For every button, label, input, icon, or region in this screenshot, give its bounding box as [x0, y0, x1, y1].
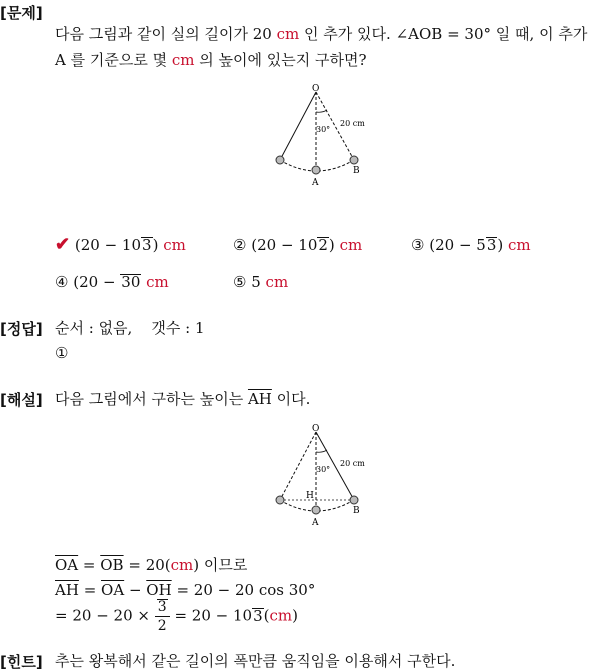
bob-b [350, 156, 358, 164]
bob-left [276, 156, 284, 164]
angle-arc [316, 110, 327, 112]
choice-4[interactable]: ④ (20 − 30 cm [55, 273, 169, 291]
bob-a [312, 506, 320, 514]
label-angle: 30° [316, 465, 331, 474]
label-b: B [353, 166, 360, 176]
answer-line-2: ① [55, 344, 69, 362]
correct-check-icon: ✔ [55, 234, 71, 255]
bob-a [312, 166, 320, 174]
hint-label: [힌트] [0, 653, 43, 671]
explanation-eq-3: = 20 − 20 × $\frac{3}{2}$ = 20 − 103(cm) [55, 599, 298, 634]
explanation-label: [해설] [0, 391, 43, 409]
choice-5[interactable]: ⑤ 5 cm [233, 273, 289, 291]
answer-label: [정답] [0, 320, 43, 338]
explanation-eq-2: $\overline{AH} = \overline{OA} - \overline{OH} = 20 - 20$ cos 30° [55, 581, 316, 599]
problem-line-2: A 를 기준으로 몇 cm 의 높이에 있는지 구하면? [55, 51, 367, 69]
label-a: A [312, 178, 319, 188]
string-left [280, 432, 316, 500]
string-left [280, 92, 316, 160]
label-length: 20 cm [340, 459, 365, 468]
fraction: $\frac{3}{2}$ [155, 598, 170, 635]
bob-b [350, 496, 358, 504]
pendulum-figure-1 [270, 82, 380, 192]
angle-arc [316, 450, 327, 452]
label-h: H [306, 491, 314, 501]
problem-line-1: 다음 그림과 같이 실의 길이가 20 cm 인 추가 있다. ∠AOB = 30° 일 때, 이 추가 [55, 25, 588, 43]
answer-line-1: 순서 : 없음, 갯수 : 1 [55, 319, 205, 337]
hint-text: 추는 왕복해서 같은 길이의 폭만큼 움직임을 이용해서 구한다. [55, 652, 456, 670]
choice-1[interactable]: ✔ (20 − 103) cm [55, 234, 186, 255]
choice-2[interactable]: ② (20 − 102) cm [233, 236, 363, 254]
label-o: O [312, 424, 320, 434]
pendulum-figure-2 [270, 422, 380, 532]
label-angle: 30° [316, 125, 331, 134]
choice-3[interactable]: ③ (20 − 53) cm [411, 236, 531, 254]
explanation-line-1: 다음 그림에서 구하는 높이는 $\overline{AH}$ 이다. [55, 390, 311, 408]
label-o: O [312, 84, 320, 94]
bob-left [276, 496, 284, 504]
label-a: A [312, 518, 319, 528]
label-length: 20 cm [340, 119, 365, 128]
explanation-eq-1: $\overline{OA} = \overline{OB} = 20(cm)$ 이므로 [55, 556, 248, 574]
problem-label: [문제] [0, 4, 43, 22]
label-b: B [353, 506, 360, 516]
